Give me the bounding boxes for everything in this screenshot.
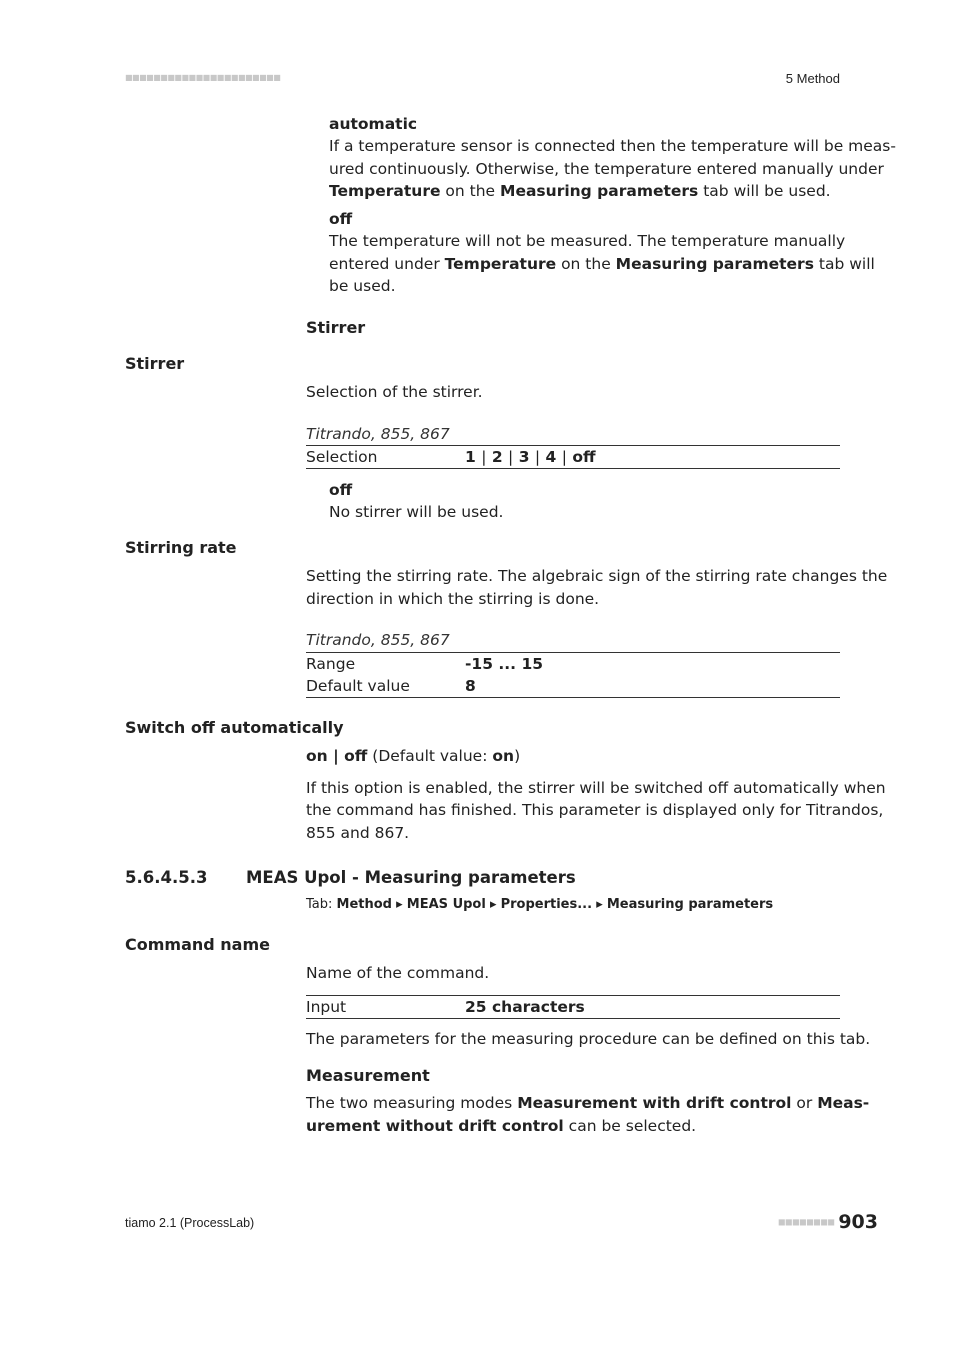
param-label-stirring-rate: Stirring rate — [125, 538, 237, 557]
option-automatic-line3 — [329, 180, 831, 203]
text: Tab: — [306, 897, 337, 912]
term-measurement-without-drift: Meas- — [817, 1094, 870, 1112]
breadcrumb-item: Measuring parameters — [606, 897, 774, 912]
breadcrumb-item: Properties... — [500, 897, 593, 912]
separator: | — [534, 448, 541, 466]
device-note: Titrando, 855, 867 — [306, 631, 450, 649]
arrow-icon: ▸ — [392, 897, 407, 912]
option-value: 2 — [491, 448, 503, 466]
tab-intro-text: The parameters for the measuring procedure can be defined on this tab. — [306, 1030, 871, 1048]
option-value: off — [572, 448, 596, 466]
group-heading-measurement: Measurement — [306, 1066, 430, 1085]
breadcrumb-item: Method — [336, 897, 392, 912]
table-value: 25 characters — [465, 996, 840, 1019]
running-header: 5 Method — [785, 71, 840, 86]
option-automatic-line2: ured continuously. Otherwise, the temperature entered manually under — [329, 160, 884, 178]
param-label-command-name: Command name — [125, 935, 270, 954]
default-value: on — [492, 747, 515, 765]
table-row — [306, 446, 840, 469]
separator: | — [561, 448, 567, 466]
text: tab will be used. — [698, 182, 831, 200]
term-measuring-parameters: Measuring parameters — [500, 182, 699, 200]
table-value: 8 — [465, 675, 840, 698]
stirrer-description: Selection of the stirrer. — [306, 383, 483, 401]
text: (Default value: — [367, 747, 493, 765]
option-off-line2 — [329, 253, 875, 276]
footer-decoration: ■■■■■■■■ — [777, 1217, 835, 1227]
text: tab will — [813, 255, 875, 273]
text: entered under — [329, 255, 445, 273]
param-label-switch-off: Switch off automatically — [125, 718, 344, 737]
table-row — [306, 675, 840, 698]
page-number: 903 — [838, 1211, 878, 1233]
text: on the — [556, 255, 616, 273]
text: can be selected. — [563, 1117, 697, 1135]
stirrer-selection-table — [306, 445, 840, 469]
option-value: 4 — [545, 448, 557, 466]
header-decoration: ■■■■■■■■■■■■■■■■■■■■■■ — [125, 73, 281, 82]
separator: | — [481, 448, 487, 466]
term-temperature: Temperature — [444, 255, 557, 273]
option-value: 3 — [518, 448, 530, 466]
table-key: Default value — [306, 675, 465, 698]
table-row — [306, 653, 840, 676]
stirring-rate-desc-line2: direction in which the stirring is done. — [306, 590, 600, 608]
separator: | — [508, 448, 514, 466]
breadcrumb-item: MEAS Upol — [406, 897, 486, 912]
table-value: -15 ... 15 — [465, 653, 840, 676]
table-row — [306, 996, 840, 1019]
term-measurement-with-drift: Measurement with drift control — [517, 1094, 792, 1112]
option-value: 1 — [465, 448, 476, 466]
option-values: on | off — [306, 747, 368, 765]
option-off-line1: The temperature will not be measured. The temperature manually — [329, 232, 846, 250]
term-measurement-without-drift: urement without drift control — [306, 1117, 564, 1135]
option-off-title: off — [329, 210, 353, 228]
param-label-stirrer: Stirrer — [125, 354, 185, 373]
option-automatic-line1: If a temperature sensor is connected then the temperature will be meas- — [329, 137, 896, 155]
switch-off-desc-line2: the command has finished. This parameter is displayed only for Titrandos, — [306, 801, 884, 819]
text: ) — [514, 747, 521, 765]
group-heading-stirrer: Stirrer — [306, 318, 366, 337]
table-key: Input — [306, 996, 465, 1019]
section-number: 5.6.4.5.3 — [125, 868, 208, 887]
device-note: Titrando, 855, 867 — [306, 425, 450, 443]
stirrer-off-title: off — [329, 481, 353, 499]
option-automatic-title: automatic — [329, 115, 418, 133]
text: The two measuring modes — [306, 1094, 518, 1112]
footer-product: tiamo 2.1 (ProcessLab) — [125, 1216, 255, 1230]
switch-off-options — [306, 745, 520, 768]
text: on the — [440, 182, 501, 200]
text: or — [791, 1094, 818, 1112]
stirring-rate-table — [306, 652, 840, 698]
measurement-line1 — [306, 1092, 869, 1115]
term-temperature: Temperature — [329, 182, 441, 200]
stirrer-off-desc: No stirrer will be used. — [329, 503, 504, 521]
table-key: Selection — [306, 446, 465, 469]
term-measuring-parameters: Measuring parameters — [615, 255, 814, 273]
table-value — [465, 446, 840, 469]
measurement-line2 — [306, 1115, 696, 1138]
section-title: MEAS Upol - Measuring parameters — [246, 868, 576, 887]
stirring-rate-desc-line1: Setting the stirring rate. The algebraic sign of the stirring rate changes the — [306, 567, 888, 585]
footer-page — [778, 1211, 878, 1233]
switch-off-desc-line1: If this option is enabled, the stirrer will be switched off automatically when — [306, 779, 886, 797]
option-off-line3: be used. — [329, 277, 396, 295]
command-name-table — [306, 995, 840, 1019]
switch-off-desc-line3: 855 and 867. — [306, 824, 410, 842]
command-name-desc: Name of the command. — [306, 964, 490, 982]
tab-breadcrumb — [306, 897, 773, 912]
arrow-icon: ▸ — [592, 897, 607, 912]
table-key: Range — [306, 653, 465, 676]
arrow-icon: ▸ — [485, 897, 501, 912]
